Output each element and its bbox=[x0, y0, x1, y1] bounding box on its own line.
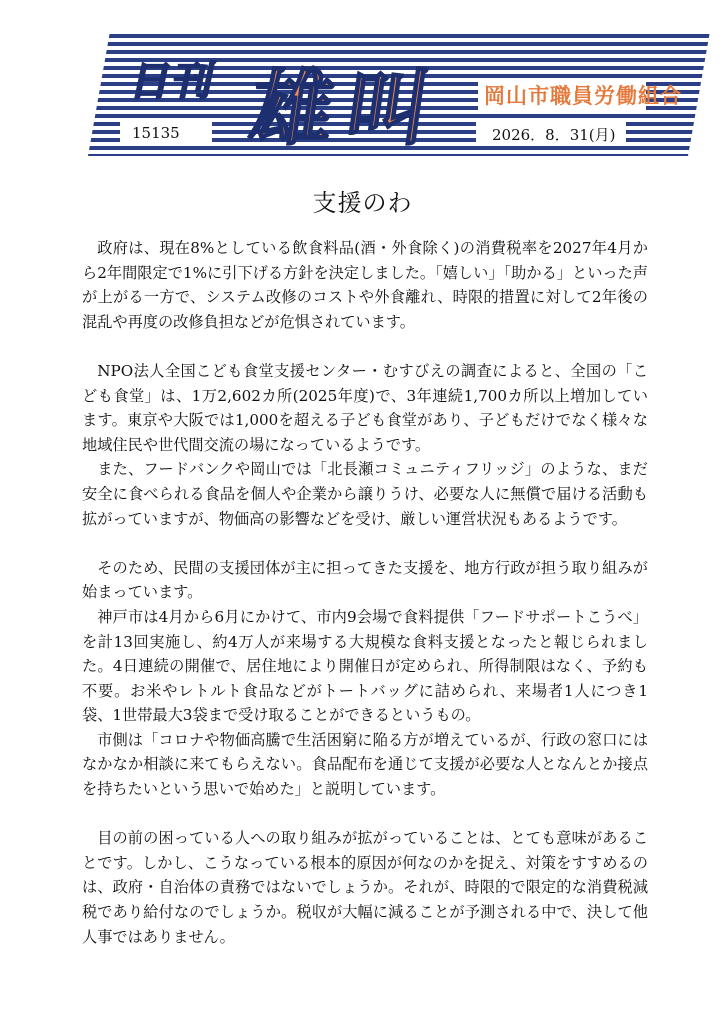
masthead-title-main: 雄叫 bbox=[244, 62, 450, 157]
paragraph-2: NPO法人全国こども食堂支援センター・むすびえの調査によると、全国の「こども食堂」は、1万2,602カ所(2025年度)で、3年連続1,700カ所以上増加しています。東京や大阪では1,000を超える子ども食堂があり、子どもだけでなく様々な地域住民や世代間交流の場になっているようです。 bbox=[82, 361, 648, 454]
paragraph-3: また、フードバンクや岡山では「北長瀬コミュニティフリッジ」のような、まだ安全に食べられる食品を個人や企業から譲りうけ、必要な人に無償で届ける活動も拡がっていますが、物価高の影響などを受け、厳しい運営状況もあるようです。 bbox=[82, 460, 648, 528]
paragraph-4: そのため、民間の支援団体が主に担ってきた支援を、地方行政が担う取り組みが始まっています。 bbox=[82, 558, 648, 602]
union-name: 岡山市職員労働組合 bbox=[484, 84, 682, 108]
issue-number: 15135 bbox=[132, 124, 180, 142]
article-body bbox=[82, 236, 648, 949]
article-title: 支援のわ bbox=[312, 189, 413, 217]
paragraph-5: 神戸市は4月から6月にかけて、市内9会場で食料提供「フードサポートこうべ」を計13回実施し、約4万人が来場する大規模な食料支援となったと報じられました。4日連続の開催で、居住地により開催日が定められ、所得制限はなく、予約も不要。お米やレトルト食品などがトートバッグに詰められ、来場者1人につき1袋、1世帯最大3袋まで受け取ることができるというもの。 bbox=[82, 607, 648, 725]
masthead-title-small: 日刊 bbox=[126, 59, 221, 105]
paragraph-1: 政府は、現在8%としている飲食料品(酒・外食除く)の消費税率を2027年4月から2年間限定で1%に引下げる方針を決定しました。「嬉しい」「助かる」といった声が上がる一方で、システム改修のコストや外食離れ、時限的措置に対して2年後の混乱や再度の改修負担などが危惧されています。 bbox=[82, 239, 648, 331]
paragraph-6: 市側は「コロナや物価高騰で生活困窮に陥る方が増えているが、行政の窓口にはなかなか相談に来てもらえない。食品配布を通じて支援が必要な人となんとか接点を持ちたいという思いで始めた」と説明しています。 bbox=[82, 730, 649, 799]
paragraph-7: 目の前の困っている人への取り組みが拡がっていることは、とても意味があることです。しかし、こうなっている根本的原因が何なのかを捉え、対策をすすめるのは、政府・自治体の責務ではないでしょうか。それが、時限的で限定的な消費税減税であり給付なのでしょうか。税収が大幅に減ることが予測される中で、決して他人事ではありません。 bbox=[82, 829, 648, 946]
issue-date: 2026．8．31(月) bbox=[492, 126, 616, 144]
